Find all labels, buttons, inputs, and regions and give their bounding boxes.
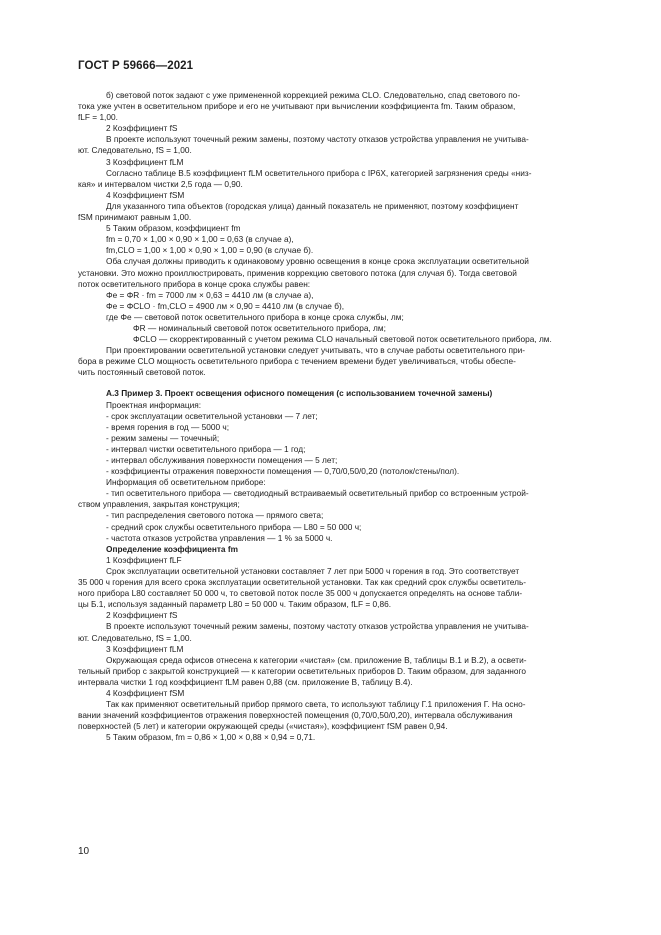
text-line: 1 Коэффициент fLF bbox=[106, 554, 182, 565]
text-line: Определение коэффициента fm bbox=[106, 543, 238, 554]
text-line: Так как применяют осветительный прибор прямого света, то используют таблицу Г.1 приложения Г. На осно- bbox=[106, 699, 526, 710]
text-line: - интервал чистки осветительного прибора — 1 год; bbox=[106, 443, 306, 454]
text-line: - частота отказов устройства управления — 1 % за 5000 ч. bbox=[106, 532, 333, 543]
text-line: 4 Коэффициент fSM bbox=[106, 189, 185, 200]
page-number: 10 bbox=[78, 846, 90, 857]
text-line: 35 000 ч горения для всего срока эксплуатации осветительной установки. Так как средний срок службы осветитель- bbox=[78, 577, 527, 588]
text-line: цы Б.1, используя заданный параметр L80 = 50 000 ч. Таким образом, fLF = 0,86. bbox=[78, 599, 392, 610]
text-line: fm = 0,70 × 1,00 × 0,90 × 1,00 = 0,63 (в случае а), bbox=[106, 234, 294, 245]
text-line: 3 Коэффициент fLM bbox=[106, 643, 184, 654]
text-line: ΦCLO — скорректированный с учетом режима CLO начальный световой поток осветительного прибора, лм. bbox=[133, 334, 552, 345]
text-line: Проектная информация: bbox=[106, 399, 202, 410]
text-line: Φe = ΦR · fm = 7000 лм × 0,63 = 4410 лм (в случае а), bbox=[106, 289, 314, 300]
text-line: - режим замены — точечный; bbox=[106, 432, 220, 443]
text-line: 5 Таким образом, fm = 0,86 × 1,00 × 0,88 × 0,94 = 0,71. bbox=[106, 732, 316, 743]
text-line: ют. Следовательно, fS = 1,00. bbox=[78, 145, 192, 156]
text-line: При проектировании осветительной установки следует учитывать, что в случае работы осветительного при- bbox=[106, 345, 525, 356]
text-line: ством управления, закрытая конструкция; bbox=[78, 499, 240, 510]
text-line: А.3 Пример 3. Проект освещения офисного помещения (с использованием точечной замены) bbox=[106, 388, 493, 399]
text-line: - коэффициенты отражения поверхности помещения — 0,70/0,50/0,20 (потолок/стены/пол). bbox=[106, 466, 460, 477]
document-body bbox=[78, 90, 598, 743]
text-line: кая» и интервалом чистки 2,5 года — 0,90. bbox=[78, 178, 243, 189]
text-line: Для указанного типа объектов (городская улица) данный показатель не применяют, поэтому коэффициент bbox=[106, 200, 519, 211]
text-line: поверхностей (5 лет) и категории окружающей среды («чистая»), коэффициент fSM равен 0,94. bbox=[78, 721, 448, 732]
text-line: 2 Коэффициент fS bbox=[106, 610, 178, 621]
text-line: В проекте используют точечный режим замены, поэтому частоту отказов устройства управления не учитыва- bbox=[106, 134, 529, 145]
text-line: - интервал обслуживания поверхности помещения — 5 лет; bbox=[106, 455, 338, 465]
text-line: - срок эксплуатации осветительной установки — 7 лет; bbox=[106, 410, 318, 421]
text-line: Оба случая должны приводить к одинаковому уровню освещения в конце срока эксплуатации осветительной bbox=[106, 256, 529, 267]
text-line: вании значений коэффициентов отражения поверхностей помещения (0,70/0,50/0,20), интервала обслуживания bbox=[78, 710, 513, 721]
text-line: Φe = ΦCLO · fm,CLO = 4900 лм × 0,90 = 4410 лм (в случае б), bbox=[106, 300, 345, 311]
text-line: тока уже учтен в осветительном приборе и его не учитывают при вычислении коэффициента fm. Таким образом, bbox=[78, 101, 516, 112]
document-header: ГОСТ Р 59666—2021 bbox=[78, 60, 194, 72]
text-line: ного прибора L80 составляет 50 000 ч, то световой поток после 35 000 ч допускается определять на основе табли- bbox=[78, 588, 523, 599]
text-line: установки. Это можно проиллюстрировать, применив коррекцию светового потока (для случая б). Тогда световой bbox=[78, 267, 517, 278]
text-line: Согласно таблице В.5 коэффициент fLM осветительного прибора с IP6X, категорией загрязнения среды «низ- bbox=[106, 167, 532, 178]
text-line: тельный прибор с закрытой конструкцией — к категории осветительных приборов D. Таким образом, для заданного bbox=[78, 665, 526, 676]
text-line: интервала чистки 1 год коэффициент fLM равен 0,88 (см. приложение В, таблицу В.4). bbox=[78, 676, 413, 687]
text-line: Срок эксплуатации осветительной установки составляет 7 лет при 5000 ч горения в год. Это соответствует bbox=[106, 565, 520, 576]
text-line: 2 Коэффициент fS bbox=[106, 123, 178, 134]
text-line: чить постоянный световой поток. bbox=[78, 367, 206, 378]
text-line: Информация об осветительном приборе: bbox=[106, 477, 266, 488]
text-line: бора в режиме CLO мощность осветительного прибора с течением времени будет увеличиваться, чтобы обеспе- bbox=[78, 356, 516, 367]
text-line: 4 Коэффициент fSM bbox=[106, 687, 185, 698]
text-line: 5 Таким образом, коэффициент fm bbox=[106, 223, 241, 234]
text-line: fLF = 1,00. bbox=[78, 112, 118, 123]
text-line: ΦR — номинальный световой поток осветительного прибора, лм; bbox=[133, 322, 386, 333]
text-line: 3 Коэффициент fLM bbox=[106, 156, 184, 167]
text-line: fSM принимают равным 1,00. bbox=[78, 212, 192, 223]
text-line: - тип распределения светового потока — прямого света; bbox=[106, 510, 324, 521]
text-line: fm,CLO = 1,00 × 1,00 × 0,90 × 1,00 = 0,90 (в случае б). bbox=[106, 245, 314, 256]
text-line: б) световой поток задают с уже примененной коррекцией режима CLO. Следовательно, спад светового по- bbox=[106, 90, 521, 100]
text-line: - тип осветительного прибора — светодиодный встраиваемый осветительный прибор со встроенным устрой- bbox=[106, 488, 529, 499]
text-line: В проекте используют точечный режим замены, поэтому частоту отказов устройства управления не учитыва- bbox=[106, 621, 529, 632]
text-line: где Φe — световой поток осветительного прибора в конце срока службы, лм; bbox=[106, 311, 404, 322]
text-line: - средний срок службы осветительного прибора — L80 = 50 000 ч; bbox=[106, 521, 362, 532]
text-line: ют. Следовательно, fS = 1,00. bbox=[78, 632, 192, 643]
text-line: - время горения в год — 5000 ч; bbox=[106, 421, 230, 432]
text-line: Окружающая среда офисов отнесена к категории «чистая» (см. приложение В, таблицы В.1 и В.2), а освети- bbox=[106, 654, 527, 665]
text-line: поток осветительного прибора в конце срока службы равен: bbox=[78, 278, 311, 289]
